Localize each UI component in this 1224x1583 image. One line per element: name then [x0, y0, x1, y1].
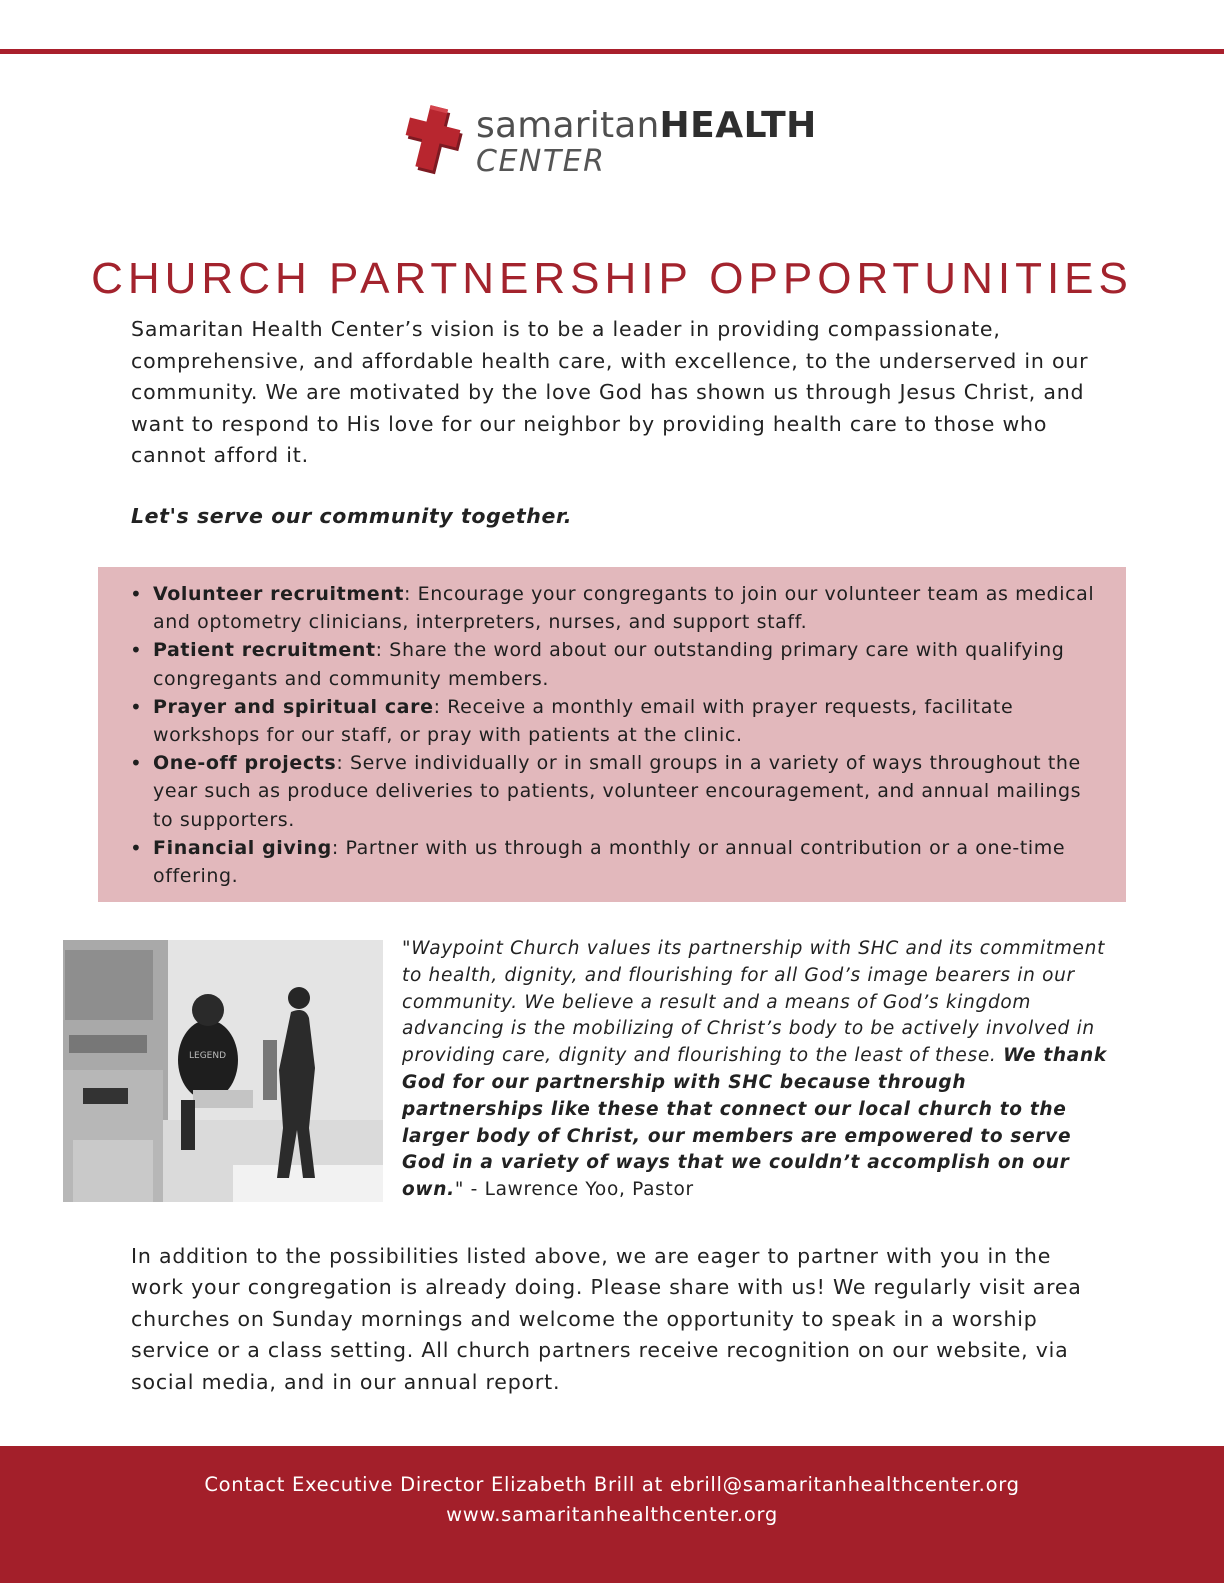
item-label: One-off projects — [153, 752, 337, 775]
list-item — [128, 636, 1103, 692]
quote-attribution: - Lawrence Yoo, Pastor — [464, 1179, 694, 1201]
tagline: Let's serve our community together. — [131, 504, 573, 528]
testimonial-quote — [402, 936, 1112, 1204]
samaritan-logo — [398, 100, 828, 182]
list-item — [128, 580, 1103, 636]
item-text: : Receive a monthly email with prayer requests, facilitate workshops for our staff, or pray with patients at the clinic. — [153, 695, 1014, 747]
item-label: Volunteer recruitment — [153, 583, 405, 605]
item-label: Patient recruitment — [153, 639, 376, 662]
item-label: Financial giving — [153, 836, 332, 859]
footer-contact: Contact Executive Director Elizabeth Brill at ebrill@samaritanhealthcenter.org — [204, 1473, 1020, 1496]
logo-name-light: samaritan — [476, 105, 660, 146]
list-item — [128, 693, 1103, 749]
footer-website-link[interactable]: www.samaritanhealthcenter.org — [446, 1503, 778, 1526]
logo-name-bold: HEALTH — [659, 105, 817, 146]
list-item — [128, 749, 1103, 834]
quote-part1: "Waypoint Church values its partnership with SHC and its commitment to health, dignity, and flourishing for all God’s image bearers in our community. We believe a result and a means of God’s kingdom advancing is the mobilizing of Christ’s body to be actively involved in providing care, dignity and flourishing to the least of these. — [402, 938, 1106, 1067]
list-item — [128, 834, 1103, 890]
shirt-text: LEGEND — [189, 1051, 227, 1061]
closing-paragraph: In addition to the possibilities listed above, we are eager to partner with you in the work your congregation is already doing. Please share with us! We regularly visit area churches on Sunday mornings and welcome the opportunity to speak in a worship service or a class setting. All church partners receive recognition on our website, via social media, and in our annual report. — [131, 1244, 1082, 1394]
item-label: Prayer and spiritual care — [153, 695, 434, 718]
opportunities-box — [98, 567, 1126, 902]
top-rule — [0, 49, 1224, 54]
logo-subtitle: CENTER — [476, 144, 606, 179]
quote-part2: We thank God for our partnership with SHC because through partnerships like these that connect our local church to the larger body of Christ, our members are empowered to serve God in a variety of ways that we couldn’t accomplish on our own. — [402, 1045, 1107, 1201]
item-text: : Serve individually or in small groups in a variety of ways throughout the year such as produce deliveries to patients, volunteer encouragement, and annual mailings to supporters. — [153, 752, 1082, 831]
item-text: : Encourage your congregants to join our volunteer team as medical and optometry clinicians, interpreters, nurses, and support staff. — [153, 583, 1095, 634]
intro-paragraph: Samaritan Health Center’s vision is to be a leader in providing compassionate, comprehensive, and affordable health care, with excellence, to the underserved in our community. We are motivated by the love God has shown us through Jesus Christ, and want to respond to His love for our neighbor by providing health care to those who cannot afford it. — [131, 317, 1089, 467]
page-title: CHURCH PARTNERSHIP OPPORTUNITIES — [91, 254, 1133, 304]
opportunities-list — [128, 580, 1103, 890]
item-text: : Share the word about our outstanding primary care with qualifying congregants and community members. — [153, 639, 1065, 690]
logo-wordmark — [476, 104, 817, 148]
contact-footer — [0, 1446, 1224, 1583]
cross-icon — [398, 100, 470, 182]
clinic-photo — [63, 940, 383, 1202]
quote-close: " — [454, 1179, 465, 1201]
item-text: : Partner with us through a monthly or annual contribution or a one-time offering. — [153, 836, 1066, 888]
